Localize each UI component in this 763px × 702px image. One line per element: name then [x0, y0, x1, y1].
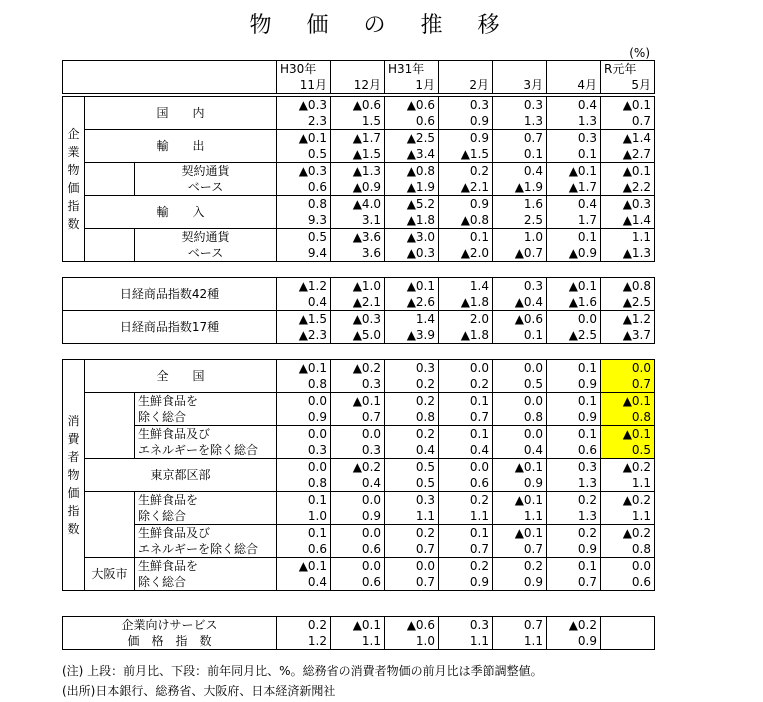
row-label: 全 国: [85, 360, 277, 393]
unit-label: (%): [629, 46, 650, 60]
col-top: H31年: [385, 61, 439, 78]
value-cell: 1.4: [385, 311, 439, 328]
header-blank: [63, 61, 277, 94]
value-cell: 0.2: [439, 163, 493, 180]
tokyo-label: 東京都区部: [85, 459, 277, 492]
value-cell: 0.0: [331, 426, 385, 443]
value-cell: 0.0: [277, 459, 331, 476]
value-cell: ▲0.1: [493, 492, 547, 509]
value-cell: ▲1.5: [277, 311, 331, 328]
value-cell: 0.4: [547, 196, 601, 213]
header-table: [62, 60, 655, 94]
value-cell: 0.3: [385, 492, 439, 509]
value-cell: ▲0.2: [331, 459, 385, 476]
value-cell: 0.6: [277, 179, 331, 196]
row-label-top: 契約通貨: [135, 229, 277, 246]
value-cell: ▲0.2: [547, 617, 601, 634]
row-label-bottom: エネルギーを除く総合: [135, 442, 277, 459]
value-cell: 0.2: [547, 525, 601, 542]
value-cell: 0.0: [331, 525, 385, 542]
value-cell: 1.7: [547, 212, 601, 229]
value-cell: 0.8: [601, 409, 655, 426]
value-cell: 0.4: [277, 574, 331, 591]
value-cell: 9.4: [277, 245, 331, 262]
value-cell: 0.7: [439, 541, 493, 558]
value-cell: 1.1: [331, 633, 385, 650]
value-cell: 1.3: [547, 508, 601, 525]
value-cell: 0.1: [277, 525, 331, 542]
value-cell: 0.9: [439, 574, 493, 591]
value-cell: 0.1: [439, 229, 493, 246]
value-cell: 0.9: [547, 633, 601, 650]
value-cell: 1.1: [493, 508, 547, 525]
value-cell: ▲2.3: [277, 327, 331, 344]
value-cell: 0.2: [439, 492, 493, 509]
col-bottom: 11月: [277, 77, 331, 94]
value-cell: 1.4: [439, 278, 493, 295]
value-cell: ▲2.5: [601, 294, 655, 311]
value-cell: 0.2: [439, 376, 493, 393]
value-cell: [601, 617, 655, 634]
value-cell: ▲0.1: [493, 459, 547, 476]
value-cell: 0.0: [547, 311, 601, 328]
value-cell: 0.9: [493, 574, 547, 591]
value-cell: 0.9: [439, 113, 493, 130]
value-cell: 0.7: [331, 409, 385, 426]
source-note: (出所)日本銀行、総務省、大阪府、日本経済新聞社: [62, 684, 336, 698]
value-cell: ▲0.3: [385, 245, 439, 262]
value-cell: 0.9: [547, 376, 601, 393]
value-cell: ▲0.1: [277, 130, 331, 147]
value-cell: 0.1: [547, 146, 601, 163]
value-cell: 0.4: [331, 475, 385, 492]
value-cell: 0.3: [547, 459, 601, 476]
value-cell: ▲5.0: [331, 327, 385, 344]
value-cell: ▲0.1: [601, 163, 655, 180]
value-cell: 0.7: [385, 574, 439, 591]
value-cell: 0.3: [439, 97, 493, 114]
col-top: [331, 61, 385, 78]
value-cell: ▲0.8: [601, 278, 655, 295]
value-cell: 0.7: [601, 376, 655, 393]
col-bottom: 4月: [547, 77, 601, 94]
value-cell: 0.1: [547, 558, 601, 575]
value-cell: ▲3.4: [385, 146, 439, 163]
value-cell: 0.9: [331, 508, 385, 525]
col-top: [547, 61, 601, 78]
value-cell: 0.0: [493, 426, 547, 443]
value-cell: ▲0.4: [493, 294, 547, 311]
value-cell: 0.6: [385, 113, 439, 130]
value-cell: 0.8: [493, 409, 547, 426]
value-cell: 0.5: [493, 376, 547, 393]
value-cell: 0.4: [493, 442, 547, 459]
value-cell: ▲0.1: [277, 360, 331, 377]
value-cell: ▲0.1: [385, 278, 439, 295]
value-cell: 0.4: [493, 163, 547, 180]
value-cell: ▲1.7: [331, 130, 385, 147]
footnote: (注) 上段：前月比、下段：前年同月比、%。総務省の消費者物価の前月比は季節調整値。: [62, 664, 543, 678]
value-cell: 0.7: [493, 617, 547, 634]
value-cell: ▲0.8: [439, 212, 493, 229]
value-cell: 0.4: [439, 442, 493, 459]
value-cell: 0.0: [493, 360, 547, 377]
value-cell: ▲0.2: [601, 459, 655, 476]
value-cell: ▲1.7: [547, 179, 601, 196]
value-cell: ▲2.1: [331, 294, 385, 311]
value-cell: 1.1: [601, 508, 655, 525]
value-cell: 0.0: [385, 558, 439, 575]
value-cell: [601, 633, 655, 650]
value-cell: 0.6: [601, 574, 655, 591]
value-cell: ▲2.0: [439, 245, 493, 262]
value-cell: ▲0.1: [601, 393, 655, 410]
value-cell: 0.3: [439, 617, 493, 634]
value-cell: 1.1: [439, 508, 493, 525]
value-cell: 0.0: [439, 459, 493, 476]
value-cell: 0.0: [331, 558, 385, 575]
col-bottom: 2月: [439, 77, 493, 94]
value-cell: ▲0.3: [277, 163, 331, 180]
value-cell: 0.7: [601, 113, 655, 130]
services-price-table: [62, 616, 655, 650]
corporate-price-table: [62, 96, 655, 262]
value-cell: 0.0: [331, 492, 385, 509]
value-cell: ▲0.3: [601, 196, 655, 213]
value-cell: ▲1.9: [493, 179, 547, 196]
value-cell: 0.0: [493, 393, 547, 410]
value-cell: 1.3: [547, 475, 601, 492]
value-cell: 0.3: [331, 442, 385, 459]
value-cell: 1.0: [385, 633, 439, 650]
value-cell: 0.1: [493, 327, 547, 344]
value-cell: 1.2: [277, 633, 331, 650]
value-cell: 0.9: [277, 409, 331, 426]
value-cell: ▲0.7: [493, 245, 547, 262]
value-cell: ▲1.4: [601, 130, 655, 147]
nikkei-commodity-table: [62, 277, 655, 344]
value-cell: ▲0.2: [601, 525, 655, 542]
value-cell: 0.1: [547, 426, 601, 443]
value-cell: 0.1: [439, 525, 493, 542]
value-cell: ▲0.6: [385, 617, 439, 634]
value-cell: 0.8: [277, 196, 331, 213]
value-cell: 0.0: [277, 393, 331, 410]
value-cell: ▲3.7: [601, 327, 655, 344]
col-top: R元年: [601, 61, 655, 78]
value-cell: 0.9: [547, 409, 601, 426]
value-cell: ▲1.5: [331, 146, 385, 163]
value-cell: ▲1.2: [277, 278, 331, 295]
value-cell: 0.5: [277, 229, 331, 246]
value-cell: ▲1.4: [601, 212, 655, 229]
value-cell: 1.3: [547, 113, 601, 130]
value-cell: 0.3: [493, 97, 547, 114]
value-cell: 0.0: [601, 558, 655, 575]
value-cell: 0.7: [493, 130, 547, 147]
value-cell: 0.1: [493, 146, 547, 163]
value-cell: 0.6: [277, 541, 331, 558]
row-label-bottom: 価 格 指 数: [63, 633, 277, 650]
value-cell: 0.7: [547, 574, 601, 591]
page-title: 物 価 の 推 移: [249, 13, 514, 38]
value-cell: ▲1.0: [331, 278, 385, 295]
row-label: 国 内: [85, 97, 277, 130]
value-cell: ▲1.3: [331, 163, 385, 180]
value-cell: 2.3: [277, 113, 331, 130]
indent-blank: [85, 492, 135, 558]
value-cell: ▲0.6: [493, 311, 547, 328]
value-cell: 0.2: [277, 617, 331, 634]
value-cell: 0.3: [493, 278, 547, 295]
value-cell: ▲0.1: [547, 163, 601, 180]
value-cell: 0.8: [601, 541, 655, 558]
value-cell: ▲0.6: [385, 97, 439, 114]
col-top: H30年: [277, 61, 331, 78]
value-cell: ▲0.8: [385, 163, 439, 180]
value-cell: 0.2: [547, 492, 601, 509]
value-cell: ▲0.9: [331, 179, 385, 196]
value-cell: 0.3: [385, 360, 439, 377]
value-cell: 0.7: [385, 541, 439, 558]
value-cell: 0.1: [439, 393, 493, 410]
value-cell: 0.0: [439, 360, 493, 377]
value-cell: ▲5.2: [385, 196, 439, 213]
row-label-top: 生鮮食品及び: [135, 525, 277, 542]
value-cell: 0.8: [385, 409, 439, 426]
value-cell: 0.2: [439, 558, 493, 575]
value-cell: 0.5: [277, 146, 331, 163]
value-cell: 9.3: [277, 212, 331, 229]
col-top: [493, 61, 547, 78]
value-cell: 0.3: [331, 376, 385, 393]
value-cell: ▲1.6: [547, 294, 601, 311]
value-cell: 0.2: [385, 393, 439, 410]
value-cell: ▲0.2: [331, 360, 385, 377]
value-cell: 0.1: [547, 393, 601, 410]
value-cell: 0.4: [547, 97, 601, 114]
value-cell: 3.6: [331, 245, 385, 262]
value-cell: ▲2.7: [601, 146, 655, 163]
indent-blank: [85, 393, 135, 459]
row-label-top: 生鮮食品を: [135, 393, 277, 410]
value-cell: 2.5: [493, 212, 547, 229]
value-cell: ▲1.8: [385, 212, 439, 229]
row-label-bottom: ベース: [135, 245, 277, 262]
row-label-bottom: エネルギーを除く総合: [135, 541, 277, 558]
value-cell: 0.2: [385, 426, 439, 443]
value-cell: ▲2.5: [547, 327, 601, 344]
value-cell: ▲0.3: [277, 97, 331, 114]
value-cell: 0.6: [547, 442, 601, 459]
value-cell: ▲2.5: [385, 130, 439, 147]
group-label-corporate: 企 業 物 価 指 数: [63, 97, 85, 262]
col-top: [439, 61, 493, 78]
value-cell: ▲0.1: [547, 278, 601, 295]
col-bottom: 1月: [385, 77, 439, 94]
value-cell: 0.9: [439, 130, 493, 147]
value-cell: 0.7: [493, 541, 547, 558]
indent-blank: [85, 163, 135, 196]
value-cell: ▲1.9: [385, 179, 439, 196]
value-cell: ▲2.1: [439, 179, 493, 196]
value-cell: 0.4: [385, 442, 439, 459]
consumer-price-table: [62, 359, 655, 591]
value-cell: 0.4: [277, 294, 331, 311]
value-cell: ▲1.2: [601, 311, 655, 328]
value-cell: 0.5: [601, 442, 655, 459]
value-cell: ▲1.5: [439, 146, 493, 163]
value-cell: ▲3.9: [385, 327, 439, 344]
value-cell: ▲0.3: [331, 311, 385, 328]
value-cell: ▲2.6: [385, 294, 439, 311]
row-label: 日経商品指数17種: [63, 311, 277, 344]
row-label: 輸 出: [85, 130, 277, 163]
value-cell: 0.5: [385, 475, 439, 492]
row-label-top: 生鮮食品を: [135, 492, 277, 509]
value-cell: 0.9: [547, 541, 601, 558]
value-cell: ▲2.2: [601, 179, 655, 196]
col-bottom: 12月: [331, 77, 385, 94]
value-cell: 0.1: [547, 360, 601, 377]
value-cell: 0.9: [493, 475, 547, 492]
value-cell: 0.3: [277, 442, 331, 459]
row-label-bottom: 除く総合: [135, 409, 277, 426]
value-cell: 1.3: [493, 113, 547, 130]
value-cell: 1.6: [493, 196, 547, 213]
value-cell: ▲0.1: [601, 426, 655, 443]
col-bottom: 5月: [601, 77, 655, 94]
value-cell: 1.5: [331, 113, 385, 130]
row-label-top: 企業向けサービス: [63, 617, 277, 634]
indent-blank: [85, 229, 135, 262]
group-label-consumer: 消 費 者 物 価 指 数: [63, 360, 85, 591]
value-cell: 1.1: [385, 508, 439, 525]
value-cell: ▲0.1: [277, 558, 331, 575]
value-cell: ▲3.6: [331, 229, 385, 246]
value-cell: 0.1: [547, 229, 601, 246]
value-cell: 0.0: [277, 426, 331, 443]
value-cell: 0.0: [601, 360, 655, 377]
row-label-bottom: 除く総合: [135, 574, 277, 591]
value-cell: 0.6: [331, 574, 385, 591]
value-cell: 1.1: [493, 633, 547, 650]
value-cell: ▲0.6: [331, 97, 385, 114]
value-cell: ▲4.0: [331, 196, 385, 213]
value-cell: ▲0.2: [601, 492, 655, 509]
value-cell: 1.0: [277, 508, 331, 525]
value-cell: ▲0.1: [493, 525, 547, 542]
row-label: 輸 入: [85, 196, 277, 229]
value-cell: 0.6: [439, 475, 493, 492]
value-cell: 0.7: [439, 409, 493, 426]
value-cell: ▲1.3: [601, 245, 655, 262]
row-label-bottom: ベース: [135, 179, 277, 196]
value-cell: 1.1: [601, 475, 655, 492]
value-cell: ▲0.1: [331, 393, 385, 410]
value-cell: 3.1: [331, 212, 385, 229]
row-label-bottom: 除く総合: [135, 508, 277, 525]
value-cell: 1.1: [601, 229, 655, 246]
value-cell: ▲0.9: [547, 245, 601, 262]
row-label-top: 生鮮食品を: [135, 558, 277, 575]
value-cell: 0.2: [493, 558, 547, 575]
osaka-label: 大阪市: [85, 558, 135, 591]
value-cell: ▲1.8: [439, 327, 493, 344]
value-cell: 0.6: [331, 541, 385, 558]
value-cell: 0.8: [277, 475, 331, 492]
value-cell: 0.2: [385, 376, 439, 393]
row-label-top: 契約通貨: [135, 163, 277, 180]
value-cell: 0.1: [439, 426, 493, 443]
value-cell: 0.8: [277, 376, 331, 393]
value-cell: 1.1: [439, 633, 493, 650]
value-cell: 0.9: [439, 196, 493, 213]
value-cell: 0.5: [385, 459, 439, 476]
value-cell: 1.0: [493, 229, 547, 246]
value-cell: ▲0.1: [601, 97, 655, 114]
value-cell: 0.2: [385, 525, 439, 542]
value-cell: 2.0: [439, 311, 493, 328]
value-cell: ▲3.0: [385, 229, 439, 246]
value-cell: 0.3: [547, 130, 601, 147]
col-bottom: 3月: [493, 77, 547, 94]
value-cell: ▲0.1: [331, 617, 385, 634]
row-label: 日経商品指数42種: [63, 278, 277, 311]
row-label-top: 生鮮食品及び: [135, 426, 277, 443]
value-cell: 0.1: [277, 492, 331, 509]
value-cell: ▲1.8: [439, 294, 493, 311]
